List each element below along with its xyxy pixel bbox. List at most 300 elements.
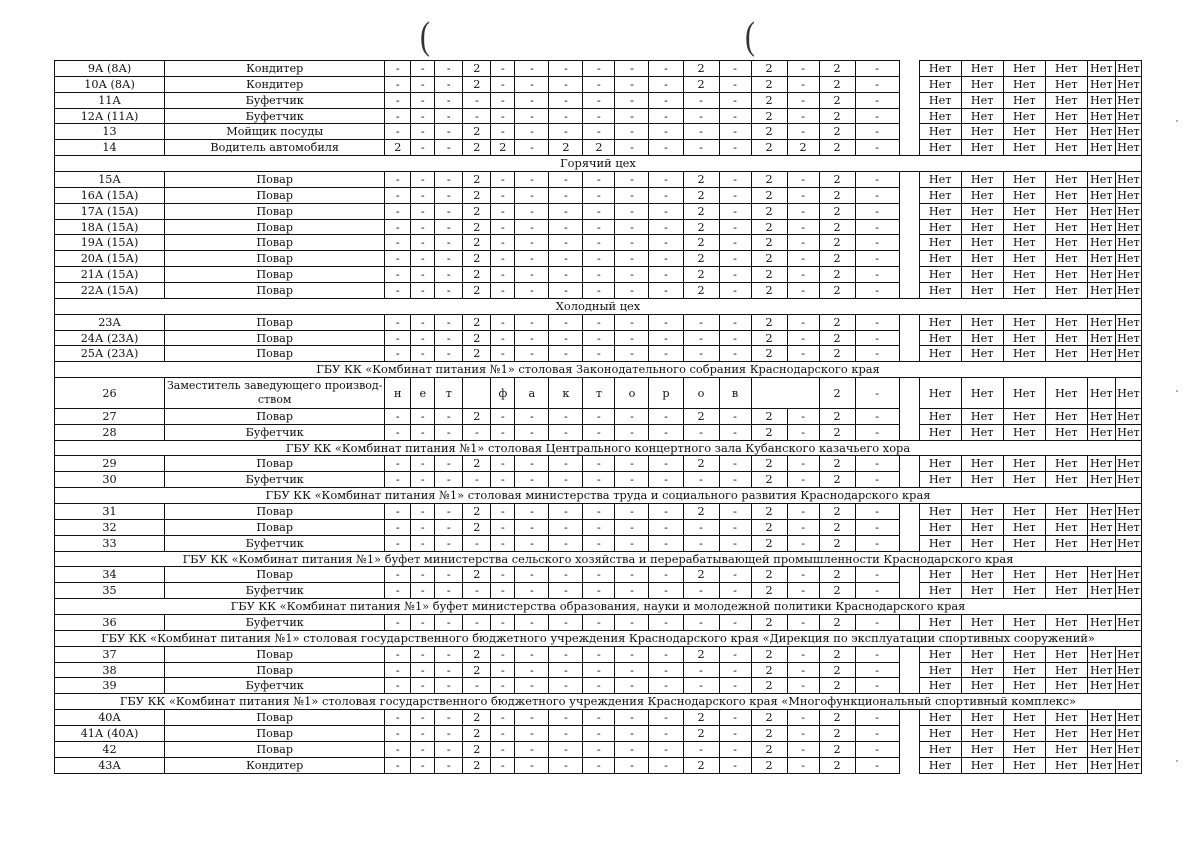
- factor-class-cell: -: [855, 235, 899, 251]
- guarantee-cell: Нет: [1003, 741, 1045, 757]
- guarantee-cell: Нет: [1045, 710, 1087, 726]
- factor-class-cell: 2: [683, 710, 719, 726]
- guarantee-cell: Нет: [1045, 646, 1087, 662]
- factor-class-cell: -: [855, 203, 899, 219]
- job-title: Мойщик посуды: [165, 124, 385, 140]
- factor-class-cell: -: [719, 172, 751, 188]
- factor-class-cell: -: [719, 504, 751, 520]
- factor-class-cell: -: [583, 235, 615, 251]
- guarantee-cell: Нет: [1045, 283, 1087, 299]
- factor-class-cell: 2: [819, 472, 855, 488]
- factor-class-cell: -: [583, 251, 615, 267]
- factor-class-cell: -: [583, 283, 615, 299]
- factor-class-cell: 2: [751, 456, 787, 472]
- guarantee-cell: Нет: [919, 314, 961, 330]
- factor-class-cell: -: [435, 140, 463, 156]
- guarantee-cell: Нет: [1045, 203, 1087, 219]
- factor-class-cell: -: [855, 330, 899, 346]
- guarantee-cell: Нет: [1045, 346, 1087, 362]
- factor-class-cell: -: [719, 346, 751, 362]
- factor-class-cell: -: [649, 330, 683, 346]
- guarantee-cell: Нет: [1003, 662, 1045, 678]
- factor-class-cell: 2: [751, 646, 787, 662]
- guarantee-cell: Нет: [961, 235, 1003, 251]
- factor-class-cell: -: [549, 251, 583, 267]
- guarantee-cell: Нет: [919, 283, 961, 299]
- factor-class-cell: -: [549, 583, 583, 599]
- factor-class-cell: -: [683, 124, 719, 140]
- guarantee-cell: Нет: [1045, 741, 1087, 757]
- factor-class-cell: -: [615, 615, 649, 631]
- factor-class-cell: -: [615, 172, 649, 188]
- factor-class-cell: -: [719, 678, 751, 694]
- row-number: 11А: [55, 92, 165, 108]
- factor-class-cell: -: [463, 615, 491, 631]
- guarantee-cell: Нет: [1045, 219, 1087, 235]
- factor-class-cell: -: [549, 346, 583, 362]
- factor-class-cell: -: [515, 519, 549, 535]
- guarantee-cell: Нет: [919, 251, 961, 267]
- factor-class-cell: -: [435, 757, 463, 773]
- factor-class-cell: -: [435, 92, 463, 108]
- factor-class-cell: -: [491, 267, 515, 283]
- guarantee-cell: Нет: [1087, 314, 1115, 330]
- factor-class-cell: -: [515, 456, 549, 472]
- factor-class-cell: -: [491, 519, 515, 535]
- job-title: Буфетчик: [165, 424, 385, 440]
- factor-class-cell: 2: [751, 424, 787, 440]
- guarantee-cell: Нет: [1117, 568, 1140, 582]
- guarantee-cell: Нет: [1003, 203, 1045, 219]
- factor-class-cell: -: [491, 408, 515, 424]
- factor-class-cell: -: [583, 726, 615, 742]
- table-row: [55, 456, 1142, 472]
- factor-class-cell: -: [411, 757, 435, 773]
- factor-class-cell: -: [515, 583, 549, 599]
- scan-speck: [1176, 760, 1178, 762]
- table-row: [55, 378, 1142, 409]
- factor-class-cell: -: [385, 567, 411, 583]
- factor-class-cell: -: [719, 187, 751, 203]
- factor-class-cell: -: [491, 424, 515, 440]
- factor-class-cell: -: [615, 646, 649, 662]
- factor-class-cell: -: [719, 61, 751, 77]
- factor-class-cell: -: [491, 662, 515, 678]
- factor-class-cell: 2: [549, 140, 583, 156]
- factor-class-cell: -: [855, 424, 899, 440]
- section-header-row: [55, 440, 1142, 456]
- factor-class-cell: -: [491, 235, 515, 251]
- factor-class-cell: -: [719, 219, 751, 235]
- factor-class-cell: -: [649, 726, 683, 742]
- guarantee-cell: Нет: [919, 124, 961, 140]
- guarantee-cell: Нет: [1087, 61, 1115, 77]
- factor-class-cell: -: [385, 535, 411, 551]
- factor-class-cell: -: [855, 583, 899, 599]
- job-title: Повар: [165, 187, 385, 203]
- factor-class-cell: 2: [683, 646, 719, 662]
- row-number: 20А (15А): [55, 251, 165, 267]
- factor-class-cell: 2: [463, 61, 491, 77]
- row-number: 27: [55, 408, 165, 424]
- row-number: 14: [55, 140, 165, 156]
- factor-class-cell: -: [515, 504, 549, 520]
- factor-class-cell: -: [515, 61, 549, 77]
- guarantee-cell: Нет: [1117, 409, 1140, 423]
- guarantee-cell: Нет: [919, 92, 961, 108]
- row-number: 43А: [55, 757, 165, 773]
- factor-class-cell: -: [549, 330, 583, 346]
- guarantee-cell: Нет: [1087, 504, 1115, 520]
- factor-class-cell: -: [583, 646, 615, 662]
- guarantee-cell: Нет: [919, 76, 961, 92]
- factor-class-cell: -: [583, 172, 615, 188]
- guarantee-cell: Нет: [919, 108, 961, 124]
- factor-cell: 2: [819, 378, 855, 409]
- factor-class-cell: -: [515, 330, 549, 346]
- factor-class-cell: -: [411, 346, 435, 362]
- table-row: [55, 330, 1142, 346]
- section-title: ГБУ КК «Комбинат питания №1» столовая министерства труда и социального развития Краснодарского края: [55, 488, 1142, 504]
- guarantee-cell: Нет: [1045, 187, 1087, 203]
- guarantee-cell: Нет: [1045, 76, 1087, 92]
- factor-class-cell: -: [583, 535, 615, 551]
- guarantee-cell: Нет: [1003, 140, 1045, 156]
- guarantee-cell: Нет: [919, 346, 961, 362]
- factor-class-cell: -: [411, 424, 435, 440]
- column-gap: [899, 346, 919, 362]
- factor-class-cell: -: [787, 408, 819, 424]
- factor-class-cell: -: [385, 757, 411, 773]
- guarantee-cell: Нет: [1003, 378, 1045, 409]
- guarantee-cell: Нет: [961, 583, 1003, 599]
- column-gap: [899, 203, 919, 219]
- factor-class-cell: 2: [819, 267, 855, 283]
- factor-class-cell: -: [435, 615, 463, 631]
- factor-class-cell: -: [385, 456, 411, 472]
- factor-class-cell: -: [411, 92, 435, 108]
- factor-class-cell: -: [649, 757, 683, 773]
- column-gap: [899, 378, 919, 409]
- guarantee-cell: Нет: [1117, 742, 1140, 756]
- factor-class-cell: -: [649, 678, 683, 694]
- factor-class-cell: -: [515, 424, 549, 440]
- column-gap: [899, 408, 919, 424]
- factor-class-cell: -: [719, 283, 751, 299]
- factor-class-cell: 2: [463, 314, 491, 330]
- job-title: Повар: [165, 330, 385, 346]
- factor-class-cell: 2: [683, 456, 719, 472]
- factor-class-cell: -: [583, 741, 615, 757]
- guarantee-cell: Нет: [1117, 93, 1140, 107]
- factor-class-cell: -: [855, 456, 899, 472]
- factor-class-cell: -: [615, 251, 649, 267]
- guarantee-cell: Нет: [919, 583, 961, 599]
- column-gap: [899, 61, 919, 77]
- guarantee-cell: Нет: [1003, 108, 1045, 124]
- factor-class-cell: -: [385, 187, 411, 203]
- guarantee-cell: Нет: [1117, 584, 1140, 598]
- factor-class-cell: -: [463, 108, 491, 124]
- table-row: [55, 283, 1142, 299]
- row-number: 41А (40А): [55, 726, 165, 742]
- factor-class-cell: 2: [819, 314, 855, 330]
- row-number: 24А (23А): [55, 330, 165, 346]
- factor-class-cell: -: [491, 314, 515, 330]
- factor-class-cell: -: [515, 678, 549, 694]
- factor-class-cell: -: [583, 583, 615, 599]
- factor-class-cell: -: [583, 678, 615, 694]
- factor-class-cell: -: [549, 124, 583, 140]
- factor-class-cell: 2: [819, 710, 855, 726]
- column-gap: [899, 726, 919, 742]
- factor-class-cell: -: [583, 710, 615, 726]
- factor-class-cell: -: [787, 583, 819, 599]
- factor-class-cell: 2: [787, 140, 819, 156]
- table-row: [55, 710, 1142, 726]
- section-title: ГБУ КК «Комбинат питания №1» буфет министерства сельского хозяйства и перерабатывающей промышленности Краснодарского края: [55, 551, 1142, 567]
- guarantee-cell: Нет: [919, 726, 961, 742]
- factor-class-cell: 2: [751, 408, 787, 424]
- factor-class-cell: -: [615, 219, 649, 235]
- factor-class-cell: -: [435, 203, 463, 219]
- guarantee-cell: Нет: [1087, 535, 1115, 551]
- factor-class-cell: -: [549, 61, 583, 77]
- factor-class-cell: -: [385, 346, 411, 362]
- factor-class-cell: -: [787, 203, 819, 219]
- factor-class-cell: -: [855, 346, 899, 362]
- factor-class-cell: -: [411, 535, 435, 551]
- factor-class-cell: -: [583, 567, 615, 583]
- job-title: Повар: [165, 172, 385, 188]
- factor-class-cell: -: [787, 472, 819, 488]
- factor-class-cell: 2: [819, 567, 855, 583]
- factor-class-cell: 2: [751, 615, 787, 631]
- factor-cell: [751, 378, 819, 409]
- factor-cell: о: [683, 378, 719, 409]
- factor-class-cell: -: [411, 124, 435, 140]
- factor-class-cell: 2: [683, 567, 719, 583]
- guarantee-cell: Нет: [1087, 203, 1115, 219]
- row-number: 38: [55, 662, 165, 678]
- factor-class-cell: 2: [683, 76, 719, 92]
- section-header-row: [55, 599, 1142, 615]
- factor-class-cell: -: [649, 646, 683, 662]
- factor-class-cell: -: [491, 346, 515, 362]
- factor-class-cell: -: [615, 741, 649, 757]
- factor-class-cell: -: [615, 456, 649, 472]
- factor-class-cell: -: [719, 108, 751, 124]
- guarantee-cell: Нет: [1087, 678, 1115, 694]
- guarantee-cell: Нет: [1087, 662, 1115, 678]
- section-header-row: [55, 694, 1142, 710]
- column-gap: [899, 678, 919, 694]
- factor-class-cell: -: [549, 283, 583, 299]
- guarantee-cell: Нет: [1045, 251, 1087, 267]
- factor-class-cell: -: [385, 108, 411, 124]
- factor-class-cell: -: [787, 710, 819, 726]
- row-number: 10А (8А): [55, 76, 165, 92]
- factor-class-cell: 2: [463, 662, 491, 678]
- factor-class-cell: 2: [751, 251, 787, 267]
- factor-class-cell: -: [583, 124, 615, 140]
- guarantee-cell: Нет: [919, 757, 961, 773]
- factor-class-cell: -: [615, 203, 649, 219]
- factor-class-cell: 2: [819, 678, 855, 694]
- factor-class-cell: -: [385, 646, 411, 662]
- column-gap: [899, 92, 919, 108]
- table-row: [55, 424, 1142, 440]
- factor-class-cell: 2: [463, 710, 491, 726]
- factor-class-cell: 2: [751, 203, 787, 219]
- row-number: 36: [55, 615, 165, 631]
- factor-class-cell: -: [549, 219, 583, 235]
- factor-class-cell: -: [615, 424, 649, 440]
- factor-class-cell: -: [549, 646, 583, 662]
- factor-class-cell: -: [491, 678, 515, 694]
- guarantee-cell: Нет: [1117, 141, 1140, 155]
- factor-class-cell: -: [787, 646, 819, 662]
- section-title: ГБУ КК «Комбинат питания №1» буфет министерства образования, науки и молодежной политики Краснодарского края: [55, 599, 1142, 615]
- guarantee-cell: Нет: [1045, 235, 1087, 251]
- factor-class-cell: -: [855, 283, 899, 299]
- factor-class-cell: -: [549, 187, 583, 203]
- guarantee-cell: Нет: [1117, 663, 1140, 677]
- factor-class-cell: -: [649, 408, 683, 424]
- guarantee-cell: Нет: [919, 140, 961, 156]
- guarantee-cell: Нет: [961, 314, 1003, 330]
- table-row: [55, 646, 1142, 662]
- factor-class-cell: -: [615, 92, 649, 108]
- factor-class-cell: 2: [819, 535, 855, 551]
- factor-class-cell: -: [855, 678, 899, 694]
- factor-class-cell: -: [583, 203, 615, 219]
- factor-class-cell: -: [583, 472, 615, 488]
- guarantee-cell: Нет: [919, 504, 961, 520]
- factor-class-cell: -: [615, 283, 649, 299]
- factor-class-cell: -: [491, 741, 515, 757]
- factor-class-cell: -: [491, 251, 515, 267]
- factor-class-cell: -: [787, 92, 819, 108]
- factor-class-cell: -: [411, 76, 435, 92]
- guarantee-cell: Нет: [1045, 124, 1087, 140]
- factor-class-cell: -: [649, 424, 683, 440]
- guarantee-cell: Нет: [1087, 567, 1115, 583]
- row-number: 28: [55, 424, 165, 440]
- guarantee-cell: Нет: [961, 283, 1003, 299]
- guarantee-cell: Нет: [1045, 424, 1087, 440]
- job-title: Повар: [165, 346, 385, 362]
- guarantee-cell: Нет: [961, 187, 1003, 203]
- factor-class-cell: 2: [463, 203, 491, 219]
- factor-class-cell: -: [649, 504, 683, 520]
- guarantee-cell: Нет: [1087, 267, 1115, 283]
- factor-class-cell: 2: [819, 757, 855, 773]
- factor-class-cell: 2: [819, 424, 855, 440]
- factor-class-cell: -: [549, 203, 583, 219]
- factor-class-cell: -: [435, 330, 463, 346]
- factor-cell: -: [855, 378, 899, 409]
- job-title: Повар: [165, 741, 385, 757]
- factor-class-cell: -: [649, 172, 683, 188]
- guarantee-cell: Нет: [1003, 172, 1045, 188]
- factor-class-cell: -: [491, 203, 515, 219]
- factor-class-cell: 2: [751, 92, 787, 108]
- factor-class-cell: -: [491, 219, 515, 235]
- factor-class-cell: 2: [463, 76, 491, 92]
- factor-class-cell: 2: [819, 408, 855, 424]
- factor-class-cell: 2: [683, 283, 719, 299]
- guarantee-cell: Нет: [961, 108, 1003, 124]
- guarantee-cell: Нет: [961, 567, 1003, 583]
- factor-class-cell: -: [583, 187, 615, 203]
- factor-class-cell: -: [719, 251, 751, 267]
- factor-class-cell: 2: [683, 172, 719, 188]
- table-row: [55, 472, 1142, 488]
- factor-class-cell: -: [787, 267, 819, 283]
- factor-class-cell: -: [411, 314, 435, 330]
- factor-class-cell: -: [787, 424, 819, 440]
- factor-class-cell: 2: [683, 187, 719, 203]
- guarantee-cell: Нет: [1117, 331, 1140, 345]
- guarantee-cell: Нет: [1087, 235, 1115, 251]
- guarantee-cell: Нет: [1117, 520, 1140, 534]
- job-title: Кондитер: [165, 76, 385, 92]
- row-number: 33: [55, 535, 165, 551]
- column-gap: [899, 519, 919, 535]
- factor-class-cell: -: [463, 678, 491, 694]
- factor-class-cell: -: [385, 124, 411, 140]
- factor-class-cell: -: [411, 251, 435, 267]
- guarantee-cell: Нет: [1087, 757, 1115, 773]
- factor-class-cell: -: [411, 615, 435, 631]
- guarantee-cell: Нет: [1003, 710, 1045, 726]
- row-number: 26: [55, 378, 165, 409]
- factor-class-cell: -: [649, 140, 683, 156]
- punch-mark-right: (: [745, 14, 755, 58]
- factor-class-cell: -: [649, 519, 683, 535]
- factor-class-cell: -: [719, 726, 751, 742]
- column-gap: [899, 283, 919, 299]
- table-row: [55, 219, 1142, 235]
- factor-class-cell: 2: [819, 519, 855, 535]
- guarantee-cell: Нет: [1045, 330, 1087, 346]
- factor-class-cell: -: [491, 61, 515, 77]
- factor-class-cell: -: [549, 267, 583, 283]
- table-row: [55, 108, 1142, 124]
- guarantee-cell: Нет: [919, 172, 961, 188]
- factor-class-cell: -: [435, 172, 463, 188]
- factor-class-cell: -: [435, 456, 463, 472]
- section-title: Горячий цех: [55, 156, 1142, 172]
- guarantee-cell: Нет: [1087, 408, 1115, 424]
- guarantee-cell: Нет: [1003, 76, 1045, 92]
- guarantee-cell: Нет: [919, 615, 961, 631]
- table-row: [55, 519, 1142, 535]
- factor-class-cell: -: [491, 567, 515, 583]
- column-gap: [899, 140, 919, 156]
- guarantee-cell: Нет: [1117, 647, 1140, 661]
- factor-class-cell: -: [515, 124, 549, 140]
- factor-class-cell: -: [649, 346, 683, 362]
- factor-class-cell: -: [411, 283, 435, 299]
- table-row: [55, 251, 1142, 267]
- factor-class-cell: -: [615, 140, 649, 156]
- guarantee-cell: Нет: [961, 61, 1003, 77]
- factor-class-cell: -: [719, 519, 751, 535]
- factor-class-cell: -: [683, 424, 719, 440]
- factor-class-cell: 2: [751, 346, 787, 362]
